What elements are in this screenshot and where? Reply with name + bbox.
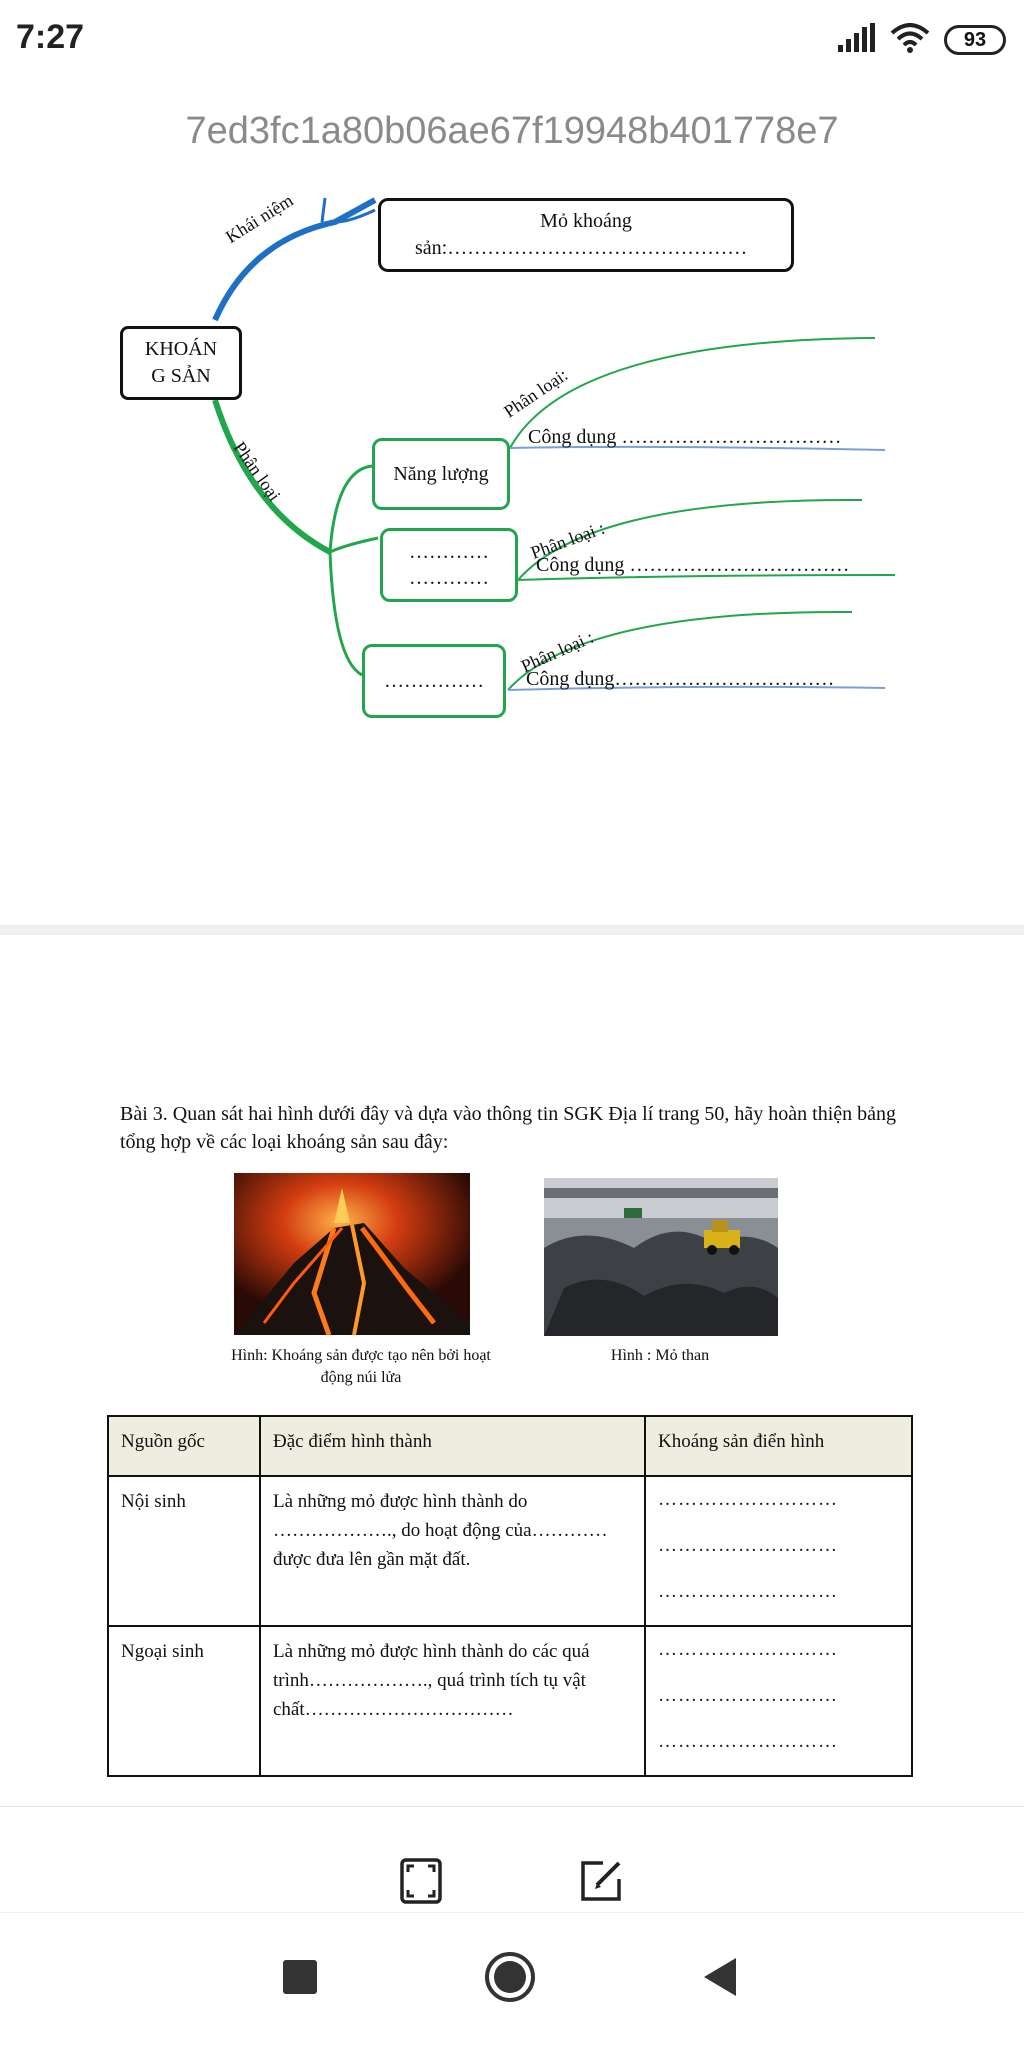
group-3-phan-loai: Phân loại : (518, 626, 597, 677)
row-2-origin: Ngoại sinh (108, 1626, 260, 1776)
table-row (108, 1476, 912, 1626)
group-2-box-line-2: ………… (409, 567, 489, 589)
battery-icon: 93 (944, 25, 1006, 55)
status-icons (836, 20, 1006, 60)
concept-box-fill: sản:……………………………………… (415, 237, 748, 259)
row-1-description: Là những mỏ được hình thành do ………………., do hoạt động của…………được đưa lên gần mặt đất. (260, 1476, 645, 1626)
page-separator (0, 925, 1024, 935)
header-formation: Đặc điểm hình thành (260, 1416, 645, 1476)
exercise-instruction: Bài 3. Quan sát hai hình dưới đây và dựa vào thông tin SGK Địa lí trang 50, hãy hoàn thiện bảng tổng hợp về các loại khoáng sản sau đây: (120, 1103, 897, 1153)
classify-branch-label: Phân loại (229, 438, 285, 505)
root-line-2: G SẢN (151, 365, 211, 387)
recents-icon (283, 1960, 317, 1998)
row-2-description: Là những mỏ được hình thành do các quá trình………………., quá trình tích tụ vật chất…………………………… (260, 1626, 645, 1776)
group-3-box (362, 644, 506, 718)
concept-box (378, 198, 794, 272)
volcano-caption: Hình: Khoáng sản được tạo nên bởi hoạt động núi lửa (231, 1347, 491, 1386)
status-bar (0, 0, 1024, 80)
concept-branch-label: Khái niệm (222, 189, 297, 247)
navigation-bar (0, 1912, 1024, 2049)
summary-table (107, 1415, 913, 1777)
coal-mine-caption: Hình : Mỏ than (610, 1347, 710, 1364)
group-2-phan-loai: Phân loại : (528, 517, 608, 563)
back-button[interactable] (692, 1951, 748, 2007)
signal-icon (836, 23, 876, 57)
document-title: 7ed3fc1a80b06ae67f19948b401778e7 (185, 110, 839, 152)
root-line-1: KHOÁN (144, 338, 218, 360)
group-3-cong-dung: Công dụng…………………………… (526, 668, 835, 690)
recents-button[interactable] (272, 1951, 328, 2007)
status-time: 7:27 (16, 18, 85, 56)
bottom-toolbar (0, 1806, 1024, 1911)
wifi-icon (890, 23, 930, 57)
table-row (108, 1626, 912, 1776)
fullscreen-icon (400, 1858, 442, 1908)
group-3-box-label: …………… (384, 669, 484, 692)
group-1-box (372, 438, 510, 510)
group-1-phan-loai: Phân loại: (500, 364, 572, 422)
group-2-box (380, 528, 518, 602)
coal-mine-photo (544, 1178, 778, 1336)
concept-box-title: Mỏ khoáng (540, 210, 632, 232)
row-2-examples: ……………………… ……………………… ……………………… (645, 1626, 912, 1776)
home-icon (484, 1951, 536, 2007)
home-button[interactable] (482, 1951, 538, 2007)
document-page-2 (0, 935, 1024, 1805)
volcano-photo (234, 1173, 470, 1335)
back-icon (702, 1958, 738, 2000)
group-1-cong-dung: Công dụng …………………………… (528, 426, 842, 448)
mindmap-root-node (120, 326, 242, 400)
document-page-1 (0, 180, 1024, 920)
header-origin: Nguồn gốc (108, 1416, 260, 1476)
table-header-row (108, 1416, 912, 1476)
header-examples: Khoáng sản điển hình (645, 1416, 912, 1476)
edit-button[interactable] (578, 1859, 624, 1907)
group-2-box-line-1: ………… (409, 541, 489, 563)
group-2-cong-dung: Công dụng …………………………… (536, 554, 850, 576)
row-1-origin: Nội sinh (108, 1476, 260, 1626)
fullscreen-button[interactable] (398, 1859, 444, 1907)
group-1-box-label: Năng lượng (393, 462, 489, 485)
edit-icon (579, 1859, 623, 1907)
row-1-examples: ……………………… ……………………… ……………………… (645, 1476, 912, 1626)
